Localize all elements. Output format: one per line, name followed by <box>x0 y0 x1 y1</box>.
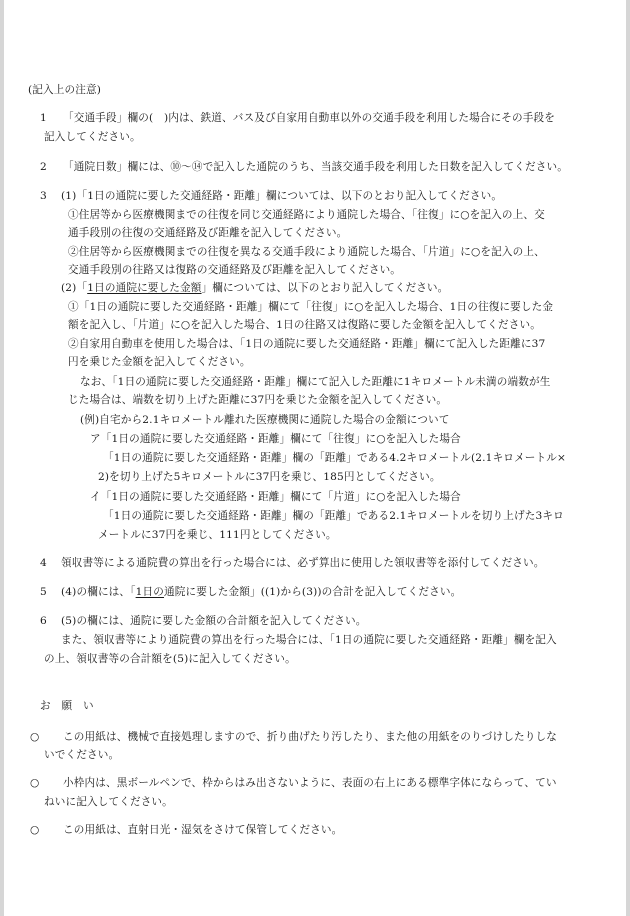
example-a-line1: ア「1日の通院に要した交通経路・距離」欄にて「往復」に○を記入した場合 <box>90 433 461 445</box>
item3-sub2-underlined: 1日の通院に要した金額 <box>87 282 202 294</box>
item3-sub1-a-line1: ①住居等から医療機関までの往復を同じ交通経路により通院した場合、「往復」に○を記入の上、交 <box>68 209 545 221</box>
item3-sub1-a-line2: 通手段別の往復の交通経路及び距離を記入してください。 <box>68 227 348 239</box>
item4-line1: 領収書等による通院費の算出を行った場合には、必ず算出に使用した領収書等を添付してください。 <box>61 557 545 569</box>
request3-bullet: ○ <box>30 824 40 836</box>
item5-number: 5 <box>40 586 47 598</box>
item3-sub2-b-line1: ②自家用自動車を使用した場合は、「1日の通院に要した交通経路・距離」欄にて記入した距離に37 <box>68 338 546 350</box>
item3-sub2-line1 <box>61 281 448 295</box>
item6-number: 6 <box>40 615 47 627</box>
item3-sub1-b-line2: 交通手段別の往路又は復路の交通経路及び距離を記入してください。 <box>68 264 402 276</box>
item5-line1 <box>61 585 461 599</box>
item2-number: 2 <box>40 161 47 173</box>
item3-sub1-line1: (1)「1日の通院に要した交通経路・距離」欄については、以下のとおり記入してください。 <box>61 190 503 202</box>
request2-bullet: ○ <box>30 777 40 789</box>
item5-suffix: 通院に要した金額」((1)から(3))の合計を記入してください。 <box>164 586 462 598</box>
item6-line2: また、領収書等により通院費の算出を行った場合には、「1日の通院に要した交通経路・距離」欄を記入 <box>61 634 557 646</box>
example-a-line2: 「1日の通院に要した交通経路・距離」欄の「距離」である4.2キロメートル(2.1キロメートル× <box>103 452 567 464</box>
request2-line2: ねいに記入してください。 <box>44 796 173 808</box>
item3-sub2-b-line2: 円を乗じた金額を記入してください。 <box>68 356 251 368</box>
example-line1: (例)自宅から2.1キロメートル離れた医療機関に通院した場合の金額について <box>80 414 450 426</box>
example-b-line3: メートルに37円を乗じ、111円としてください。 <box>98 529 337 541</box>
item2-line1: 「通院日数」欄には、⑩～⑭で記入した通院のうち、当該交通手段を利用した日数を記入してください。 <box>63 161 568 173</box>
item6-line3: の上、領収書等の合計額を(5)に記入してください。 <box>44 653 296 665</box>
request2-line1: 小枠内は、黒ボールペンで、枠からはみ出さないように、表面の右上にある標準字体にならって、てい <box>63 777 557 789</box>
item3-note-line2: じた場合は、端数を切り上げた距離に37円を乗じた金額を記入してください。 <box>68 394 448 406</box>
item3-number: 3 <box>40 190 47 202</box>
item5-prefix: (4)の欄には、「 <box>61 586 136 598</box>
request1-line1: この用紙は、機械で直接処理しますので、折り曲げたり汚したり、また他の用紙をのりづけしたりしな <box>63 731 557 743</box>
item3-sub2-a-line2: 額を記入し、「片道」に○を記入した場合、1日の往路又は復路に要した金額を記入してください。 <box>68 319 541 331</box>
item5-underlined: 1日の <box>135 586 165 598</box>
request1-bullet: ○ <box>30 731 40 743</box>
item1-number: 1 <box>40 112 47 124</box>
item3-sub1-b-line1: ②住居等から医療機関までの往復を異なる交通手段により通院した場合、「片道」に○を記入の上、 <box>68 246 545 258</box>
requests-heading: お 願 い <box>40 700 94 712</box>
item1-line1: 「交通手段」欄の( )内は、鉄道、バス及び自家用自動車以外の交通手段を利用した場合にその手段を <box>63 112 556 124</box>
example-a-line3: 2)を切り上げた5キロメートルに37円を乗じ、185円としてください。 <box>98 471 441 483</box>
scan-edge-left <box>0 0 4 916</box>
scan-edge-right <box>626 0 630 916</box>
item3-note-line1: なお、「1日の通院に要した交通経路・距離」欄にて記入した距離に1キロメートル未満の端数が生 <box>80 376 551 388</box>
request3-line1: この用紙は、直射日光・湿気をさけて保管してください。 <box>63 824 343 836</box>
example-b-line1: イ「1日の通院に要した交通経路・距離」欄にて「片道」に○を記入した場合 <box>90 491 461 503</box>
item1-line2: 記入してください。 <box>44 131 141 143</box>
item3-sub2-a-line1: ①「1日の通院に要した交通経路・距離」欄にて「往復」に○を記入した場合、1日の往復に要した金 <box>68 301 554 313</box>
item6-line1: (5)の欄には、通院に要した金額の合計額を記入してください。 <box>61 615 367 627</box>
notes-heading: (記入上の注意) <box>28 84 102 96</box>
item3-sub2-prefix: (2)「 <box>61 282 88 294</box>
item4-number: 4 <box>40 557 47 569</box>
request1-line2: いでください。 <box>44 749 120 761</box>
example-b-line2: 「1日の通院に要した交通経路・距離」欄の「距離」である2.1キロメートルを切り上げた3キロ <box>103 510 564 522</box>
item3-sub2-suffix: 」欄については、以下のとおり記入してください。 <box>201 282 449 294</box>
